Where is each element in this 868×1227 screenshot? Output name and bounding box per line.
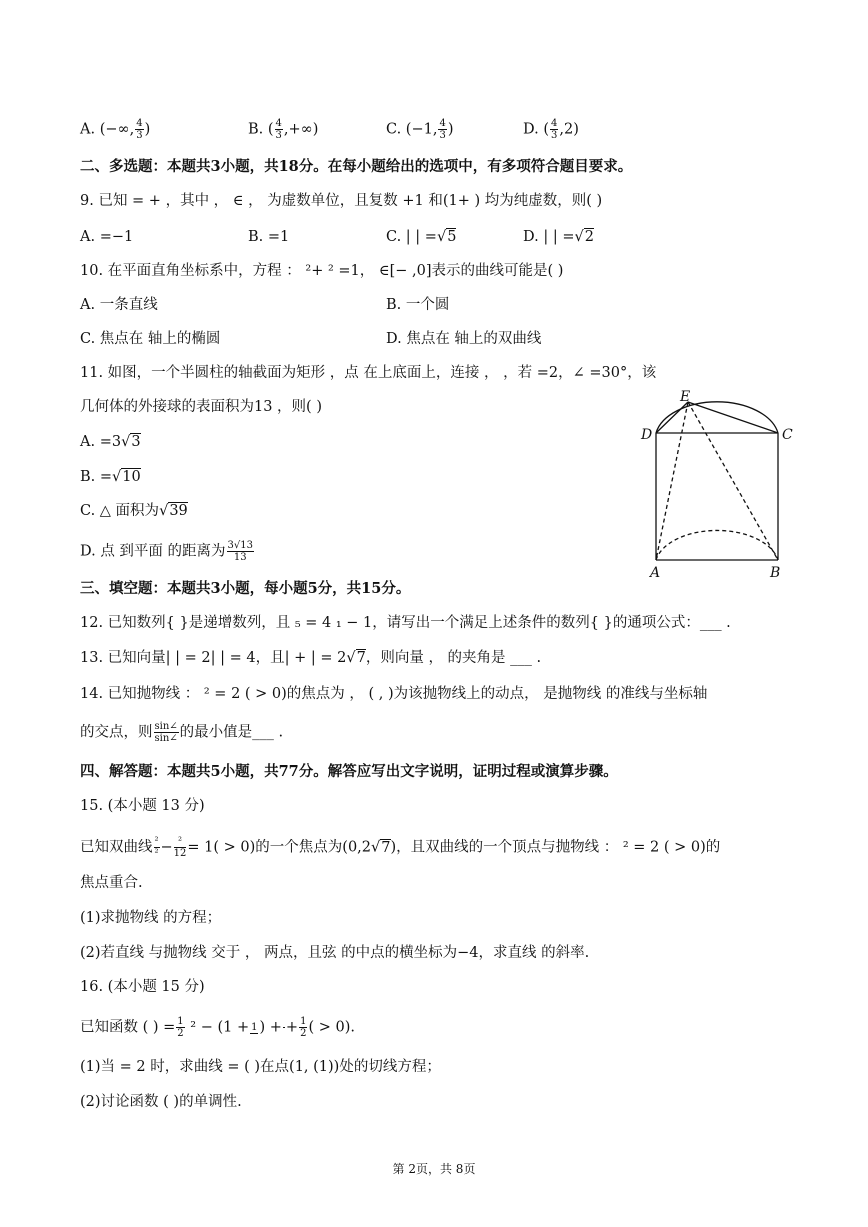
- q9-stem: 9. 已知 = + ，其中 ， ∈ ， 为虚数单位，且复数 +1 和(1+ ) 均为纯虚数，则( ): [80, 193, 603, 209]
- q9-option-b: B. =1: [248, 229, 290, 245]
- q11-option-a: A. =3√3: [80, 434, 141, 450]
- q16-part2: (2)讨论函数 ( )的单调性.: [80, 1094, 242, 1110]
- label-a: A: [650, 565, 661, 580]
- q9-option-c: C. | | =√5: [386, 229, 457, 245]
- q10-option-d: D. 焦点在 轴上的双曲线: [386, 331, 542, 347]
- page-footer: 第 2页，共 8页: [392, 1162, 476, 1176]
- edge-eb-dashed: [688, 402, 778, 560]
- section-3-heading: 三、填空题：本题共3小题，每小题5分，共15分。: [80, 580, 411, 597]
- q9-option-a: A. =−1: [80, 229, 134, 245]
- edge-ec: [688, 402, 778, 433]
- q11-half-cylinder-figure: [640, 385, 800, 580]
- q15-heading: 15. (本小题 13 分): [80, 798, 205, 814]
- q15-stem-line1: 已知双曲线 $\frac{\text{²}}{\text{²}}$ − $\frac{\text{²}}{12}$ = 1( > 0)的一个焦点为(0,2√7)，且双曲线的一个顶点与抛物线 ： ² = 2 ( > 0)的: [80, 836, 721, 859]
- q12-text: 12. 已知数列{ }是递增数列，且 ₅ = 4 ₁ − 1，请写出一个满足上述条件的数列{ }的通项公式：___ .: [80, 615, 731, 631]
- q15-stem-line2: 焦点重合.: [80, 875, 143, 891]
- label-c: C: [782, 427, 793, 443]
- bottom-semicircle-dashed: [656, 530, 778, 560]
- q9-option-d: D. | | =√2: [523, 229, 594, 245]
- q10-option-c: C. 焦点在 轴上的椭圆: [80, 331, 221, 347]
- q13-text: 13. 已知向量| | = 2| | = 4，且| + | = 2√7，则向量 ， 的夹角是 ___ .: [80, 650, 542, 666]
- q8-option-b: B. ( $\frac{4}{3}$ ,+∞): [248, 118, 319, 141]
- q10-option-a: A. 一条直线: [80, 297, 158, 313]
- section-2-heading: 二、多选题：本题共3小题，共18分。在每小题给出的选项中，有多项符合题目要求。: [80, 158, 633, 175]
- q8-option-a: A. (−∞, $\frac{4}{3}$ ): [80, 118, 151, 141]
- section-4-heading: 四、解答题：本题共5小题，共77分。解答应写出文字说明，证明过程或演算步骤。: [80, 763, 618, 780]
- q11-stem-line1: 11. 如图，一个半圆柱的轴截面为矩形 ，点 在上底面上，连接 ， ，若 =2，∠ =30°，该: [80, 365, 657, 381]
- label-e: E: [680, 389, 691, 405]
- q16-stem: 已知函数 ( ) = $\frac{1}{2}$ ² − (1 + 1 ) + + $\frac{1}{2}$ ( > 0).: [80, 1016, 355, 1039]
- edge-ed: [656, 402, 688, 433]
- label-b: B: [770, 565, 781, 580]
- q14-line1: 14. 已知抛物线 ： ² = 2 ( > 0)的焦点为 ， ( , )为该抛物线上的动点， 是抛物线 的准线与坐标轴: [80, 686, 708, 702]
- q16-part1: (1)当 = 2 时，求曲线 = ( )在点(1, (1))处的切线方程；: [80, 1059, 441, 1075]
- q10-option-b: B. 一个圆: [386, 297, 450, 313]
- q15-part1: (1)求抛物线 的方程；: [80, 910, 222, 926]
- q14-line2: 的交点，则 $\frac{\sin\angle}{\sin\angle}$ 的最小值是___ .: [80, 721, 284, 744]
- q15-part2: (2)若直线 与抛物线 交于 ， 两点，且弦 的中点的横坐标为−4，求直线 的斜率.: [80, 945, 590, 961]
- q11-stem-line2: 几何体的外接球的表面积为13 ，则( ): [80, 399, 322, 415]
- label-d: D: [641, 427, 653, 443]
- q16-heading: 16. (本小题 15 分): [80, 979, 205, 995]
- top-semicircle-arc: [656, 402, 778, 433]
- q11-option-b: B. =√10: [80, 469, 141, 485]
- q11-option-d: D. 点 到平面 的距离为 $\frac{3√13}{13}$: [80, 540, 254, 563]
- q8-option-d: D. ( $\frac{4}{3}$ ,2): [523, 118, 579, 141]
- q8-option-c: C. (−1, $\frac{4}{3}$ ): [386, 118, 454, 141]
- q11-option-c: C. △ 面积为√39: [80, 503, 188, 519]
- q10-stem: 10. 在平面直角坐标系中，方程 ： ²+ ² =1， ∈[− ,0]表示的曲线可能是( ): [80, 263, 564, 279]
